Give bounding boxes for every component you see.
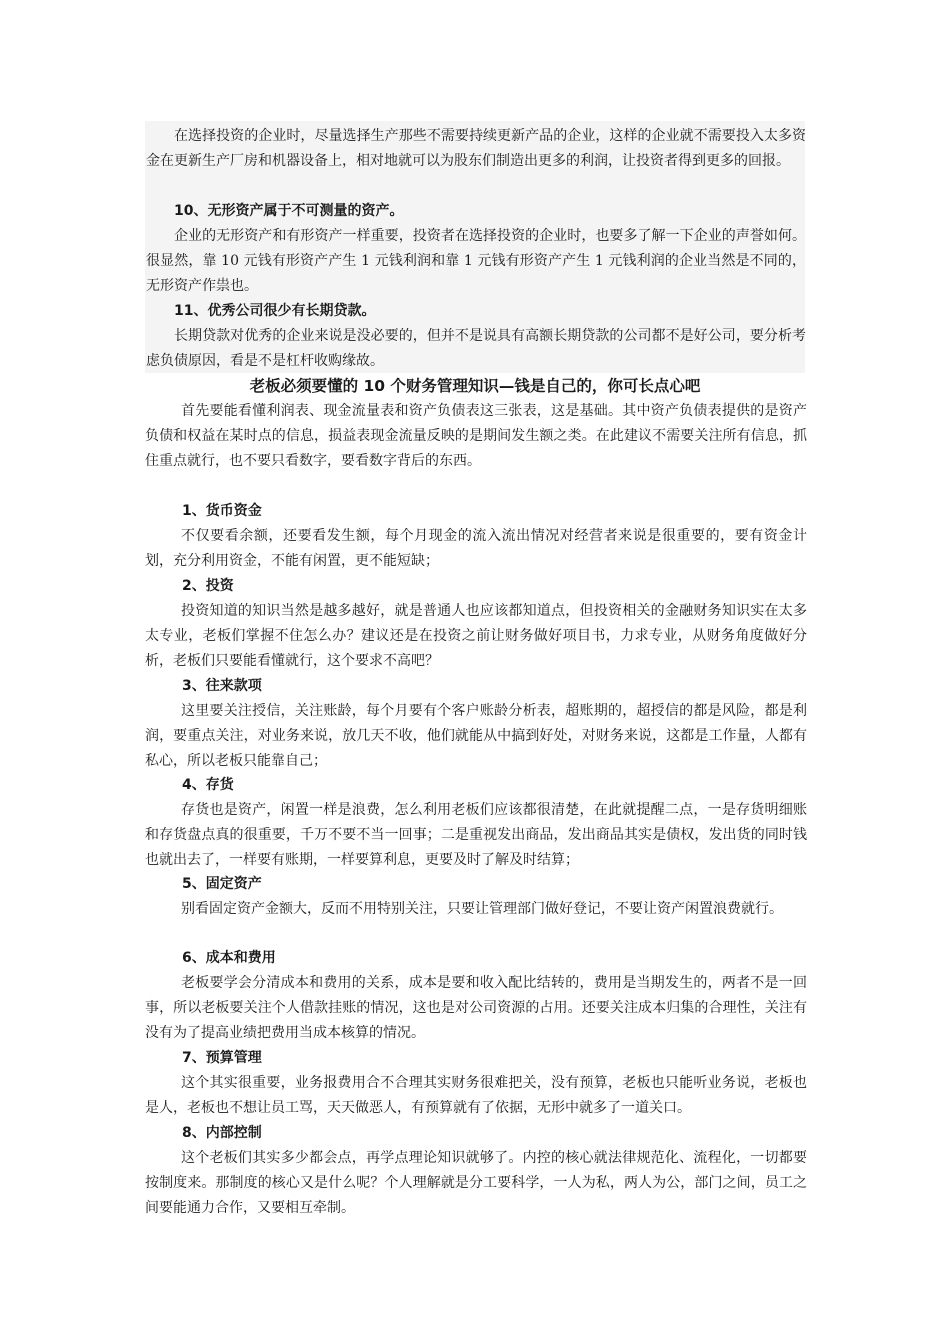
- article-title: 老板必须要懂的 10 个财务管理知识—钱是自己的，你可长点心吧: [249, 377, 701, 395]
- section-text: 存货也是资产，闲置一样是浪费，怎么利用老板们应该都很清楚，在此就提醒二点，一是存货明细账和存货盘点真的很重要，千万不要不当一回事；二是重视发出商品，发出商品其实是债权，发出货的同时钱也就出去了，一样要有账期，一样要算利息，更要及时了解及时结算；: [145, 802, 807, 868]
- section-text: 投资知道的知识当然是越多越好，就是普通人也应该都知道点，但投资相关的金融财务知识实在太多太专业，老板们掌握不住怎么办？建议还是在投资之前让财务做好项目书，力求专业，从财务角度做好分析，老板们只要能看懂就行，这个要求不高吧？: [145, 603, 807, 669]
- section-text: 别看固定资产金额大，反而不用特别关注，只要让管理部门做好登记，不要让资产闲置浪费就行。: [181, 901, 783, 917]
- section-text: 这个老板们其实多少都会点，再学点理论知识就够了。内控的核心就法律规范化、流程化，一切都要按制度来。那制度的核心又是什么呢？个人理解就是分工要科学，一人为私，两人为公，部门之间，员工之间要能通力合作，又要相互牵制。: [145, 1150, 807, 1216]
- section-heading: 7、预算管理: [182, 1050, 262, 1066]
- section-text: 老板要学会分清成本和费用的关系，成本是要和收入配比结转的，费用是当期发生的，两者不是一回事，所以老板要关注个人借款挂账的情况，这也是对公司资源的占用。还要关注成本归集的合理性，关注有没有为了提高业绩把费用当成本核算的情况。: [145, 975, 807, 1041]
- section-heading: 8、内部控制: [182, 1125, 262, 1141]
- section-text: 这里要关注授信，关注账龄，每个月要有个客户账龄分析表，超账期的，超授信的都是风险，都是利润，要重点关注，对业务来说，放几天不收，他们就能从中搞到好处，对财务来说，这都是工作量，人都有私心，所以老板只能靠自己；: [145, 703, 807, 769]
- paragraph-long-term-loans: 长期贷款对优秀的企业来说是没必要的，但并不是说具有高额长期贷款的公司都不是好公司，要分析考虑负债原因，看是不是杠杆收购缘故。: [146, 328, 806, 369]
- article-intro: 首先要能看懂利润表、现金流量表和资产负债表这三张表，这是基础。其中资产负债表提供的是资产负债和权益在某时点的信息，损益表现金流量反映的是期间发生额之类。在此建议不需要关注所有信息，抓住重点就行，也不要只看数字，要看数字背后的东西。: [145, 403, 807, 469]
- section-text: 这个其实很重要，业务报费用合不合理其实财务很难把关，没有预算，老板也只能听业务说，老板也是人，老板也不想让员工骂，天天做恶人，有预算就有了依据，无形中就多了一道关口。: [145, 1075, 807, 1116]
- section-text: 不仅要看余额，还要看发生额，每个月现金的流入流出情况对经营者来说是很重要的，要有资金计划，充分利用资金，不能有闲置，更不能短缺；: [145, 528, 807, 569]
- paragraph-product-renewal: 在选择投资的企业时，尽量选择生产那些不需要持续更新产品的企业，这样的企业就不需要投入太多资金在更新生产厂房和机器设备上，相对地就可以为股东们制造出更多的利润，让投资者得到更多的回报。: [146, 128, 806, 169]
- section-heading: 4、存货: [182, 777, 234, 793]
- heading-intangible-assets: 10、无形资产属于不可测量的资产。: [174, 203, 404, 219]
- section-heading: 1、货币资金: [182, 503, 262, 519]
- section-heading: 5、固定资产: [182, 876, 262, 892]
- section-heading: 3、往来款项: [182, 678, 262, 694]
- section-heading: 2、投资: [182, 578, 234, 594]
- section-heading: 6、成本和费用: [182, 950, 276, 966]
- heading-long-term-loans: 11、优秀公司很少有长期贷款。: [174, 303, 376, 319]
- paragraph-intangible-assets: 企业的无形资产和有形资产一样重要，投资者在选择投资的企业时，也要多了解一下企业的声誉如何。很显然，靠 10 元钱有形资产产生 1 元钱利润和靠 1 元钱有形资产产生 1 元钱利润的企业当然是不同的，无形资产作祟也。: [146, 228, 806, 294]
